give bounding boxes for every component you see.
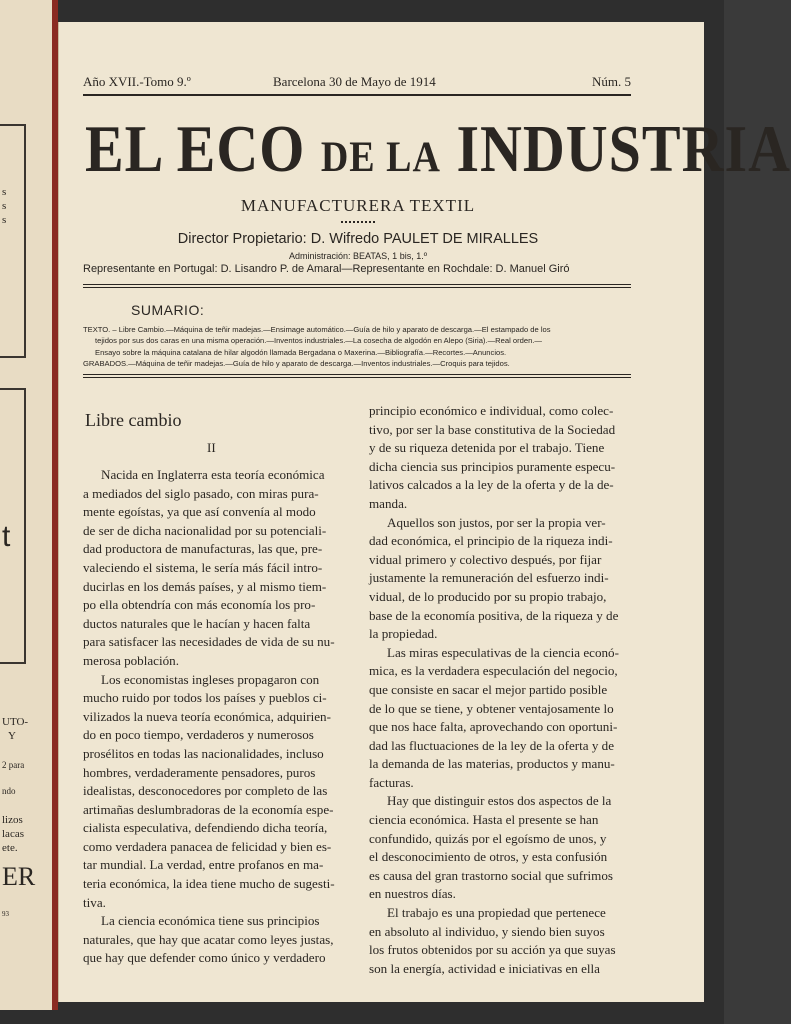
sumario-line: GRABADOS.—Máquina de teñir madejas.—Guía de hilo y aparato de descarga.—Inventos industriales.—Croquis para tejidos. — [83, 359, 510, 369]
article-line: dicha ciencia sus principios puramente especu- — [369, 458, 616, 474]
administration-line: Administración: BEATAS, 1 bis, 1.º — [288, 251, 427, 261]
masthead-title — [85, 110, 791, 187]
sumario-line: tejidos por sus dos caras en una misma operación.—Inventos industriales.—La cosecha de algodón en Alepo (Siria).—Real orden.— — [95, 336, 543, 346]
representatives-line: Representante en Portugal: D. Lisandro P. de Amaral—Representante en Rochdale: D. Manuel Giró — [83, 263, 570, 275]
adjacent-page-text: s — [2, 214, 7, 226]
article-line: vidual, de lo producido por su propio trabajo, — [369, 588, 607, 604]
article-line: justamente la remuneración del esfuerzo indi- — [369, 570, 609, 586]
issue-number: Núm. 5 — [592, 74, 631, 89]
article-line: mucho ruido por todos los países y pueblos ci- — [83, 690, 327, 706]
article-line: idealistas, desconocedores por completo de las — [83, 783, 328, 799]
article-line: hombres, verdaderamente pensadores, puros — [83, 764, 316, 780]
article-line: son la energía, actividad e iniciativas en ella — [369, 960, 600, 976]
masthead-title-part: EL ECO — [85, 111, 306, 186]
article-line: que hay que defender como único y verdadero — [83, 950, 326, 966]
adjacent-page-text: 93 — [2, 910, 9, 918]
sumario-rule-bottom — [83, 377, 631, 378]
masthead-title-part: INDUSTRIA — [456, 111, 791, 186]
article-line: ducirlas en los demás países, y al mismo tiem- — [83, 578, 327, 594]
header-rule — [83, 94, 631, 96]
article-line: base de la economía positiva, de la riqueza y de — [369, 607, 619, 623]
article-line: Las miras especulativas de la ciencia econó- — [387, 644, 619, 660]
article-line: facturas. — [369, 774, 414, 790]
article-line: el desconocimiento de otros, y esta confusión — [369, 849, 608, 865]
adjacent-page-frame — [0, 124, 26, 358]
sumario-list — [83, 324, 639, 370]
article-line: dad productora de manufacturas, las que, pre- — [83, 541, 323, 557]
article-line: vidual primero y colectivo después, por fijar — [369, 551, 602, 567]
adjacent-page-text: s — [2, 186, 7, 198]
article-line: que consiste en sacar el mejor partido posible — [369, 681, 608, 697]
article-line: teria económica, la idea tiene mucho de sugesti- — [83, 876, 335, 892]
adjacent-page-big-letter: t — [2, 520, 11, 553]
sumario-rule-top — [83, 287, 631, 288]
article-line: La ciencia económica tiene sus principios — [101, 913, 320, 929]
article-line: prosélitos en todas las nacionalidades, incluso — [83, 745, 324, 761]
article-column-left — [83, 466, 343, 968]
article-line: tiva. — [83, 894, 106, 910]
sumario-line: Ensayo sobre la máquina catalana de hilar algodón llamada Bergadana o Maxerina.—Bibliografía.—Recortes.—Anuncios. — [95, 347, 507, 357]
adjacent-page-text: 2 para — [2, 760, 25, 770]
article-line: ciencia económica. Hasta el presente se han — [369, 812, 599, 828]
adjacent-page-text: Y — [8, 730, 16, 742]
article-line: Aquellos son justos, por ser la propia ver- — [387, 514, 606, 530]
newspaper-page — [58, 22, 791, 1002]
adjacent-page-fragment — [0, 0, 54, 1010]
article-line: como verdadera panacea de felicidad y bien es- — [83, 838, 332, 854]
article-line: po ella obtendría con más economía los pro- — [83, 597, 316, 613]
adjacent-page-text: lizos — [2, 814, 23, 826]
article-line: y de su riqueza detenida por el trabajo. Tiene — [369, 440, 605, 456]
article-line: la propiedad. — [369, 626, 438, 642]
article-line: mica, es la verdadera especulación del negocio, — [369, 663, 618, 679]
article-line: es causa del gran trastorno social que sufrimos — [369, 867, 613, 883]
article-line: valeciendo el sistema, le sería más fácil intro- — [83, 559, 323, 575]
article-line: dad económica, el principio de la riqueza indi- — [369, 533, 613, 549]
article-line: dad las fluctuaciones de la ley de la oferta y de — [369, 737, 615, 753]
article-line: do en poco tiempo, verdaderos y numerosos — [83, 727, 314, 743]
adjacent-page-text: s — [2, 200, 7, 212]
article-line: manda. — [369, 495, 408, 511]
sumario-rule-top — [83, 284, 631, 285]
adjacent-page-frame — [0, 388, 26, 664]
article-line: ductos naturales que le hacían y hacen falta — [83, 615, 311, 631]
article-line: de ser de dicha nacionalidad por su potenciali- — [83, 522, 327, 538]
issue-volume: Año XVII.-Tomo 9.º — [83, 74, 191, 89]
article-line: vilizados la nueva teoría económica, adquirien- — [83, 708, 331, 724]
article-line: que nos hace falta, aprovechando con oportuni- — [369, 719, 618, 735]
article-part: II — [207, 440, 216, 455]
article-line: confundido, quizás por el egoísmo de unos, y — [369, 830, 607, 846]
article-line: El trabajo es una propiedad que pertenece — [387, 905, 606, 921]
sumario-title: SUMARIO: — [131, 302, 205, 318]
issue-date: Barcelona 30 de Mayo de 1914 — [273, 74, 436, 89]
article-line: mente egoístas, ya que así convenía al modo — [83, 504, 316, 520]
adjacent-page-text: ER — [2, 862, 36, 891]
article-column-right — [369, 402, 631, 978]
article-line: Nacida en Inglaterra esta teoría económica — [101, 467, 325, 482]
article-line: cialista especulativa, defendiendo dicha teoría, — [83, 820, 328, 836]
article-line: artimañas deslumbradoras de la economía espe- — [83, 801, 334, 817]
article-line: los frutos obtenidos por su acción ya que suyas — [369, 942, 616, 958]
article-title: Libre cambio — [85, 410, 182, 430]
adjacent-page-text: ndo — [2, 786, 16, 796]
article-line: tar mundial. La verdad, entre profanos en ma- — [83, 857, 324, 873]
sumario-line: TEXTO. – Libre Cambio.—Máquina de teñir madejas.—Ensimage automático.—Guía de hilo y aparato de descarga.—El estampado de los — [83, 325, 551, 334]
article-line: tivo, por ser la base constitutiva de la Sociedad — [369, 421, 616, 437]
article-line: para satisfacer las necesidades de vida de su nu- — [83, 634, 335, 650]
article-line: en absoluto al individuo, y siendo bien suyos — [369, 923, 605, 939]
article-line: naturales, que hay que acatar como leyes justas, — [83, 931, 334, 947]
article-line: lativos calcados a la ley de la oferta y de la de- — [369, 477, 614, 493]
masthead-subtitle: MANUFACTURERA TEXTIL — [240, 196, 476, 215]
article-line: en nuestros días. — [369, 886, 456, 902]
article-line: a mediados del siglo pasado, con miras pura- — [83, 485, 319, 501]
article-line: principio económico e individual, como colec- — [369, 403, 614, 418]
article-line: de lo que se tiene, y obtener ventajosamente lo — [369, 700, 614, 716]
sumario-rule-bottom — [83, 374, 631, 375]
article-line: Los economistas ingleses propagaron con — [101, 671, 320, 687]
director-line: Director Propietario: D. Wifredo PAULET DE MIRALLES — [177, 231, 539, 247]
adjacent-page-text: UTO- — [2, 716, 29, 728]
article-line: merosa población. — [83, 652, 179, 668]
article-line: la demanda de las materias, productos y manu- — [369, 756, 615, 772]
ornament-divider — [341, 221, 375, 223]
masthead-title-part: DE LA — [320, 133, 441, 182]
adjacent-page-text: lacas — [2, 828, 24, 840]
adjacent-page-text: ete. — [2, 842, 18, 854]
article-line: Hay que distinguir estos dos aspectos de la — [387, 793, 612, 809]
